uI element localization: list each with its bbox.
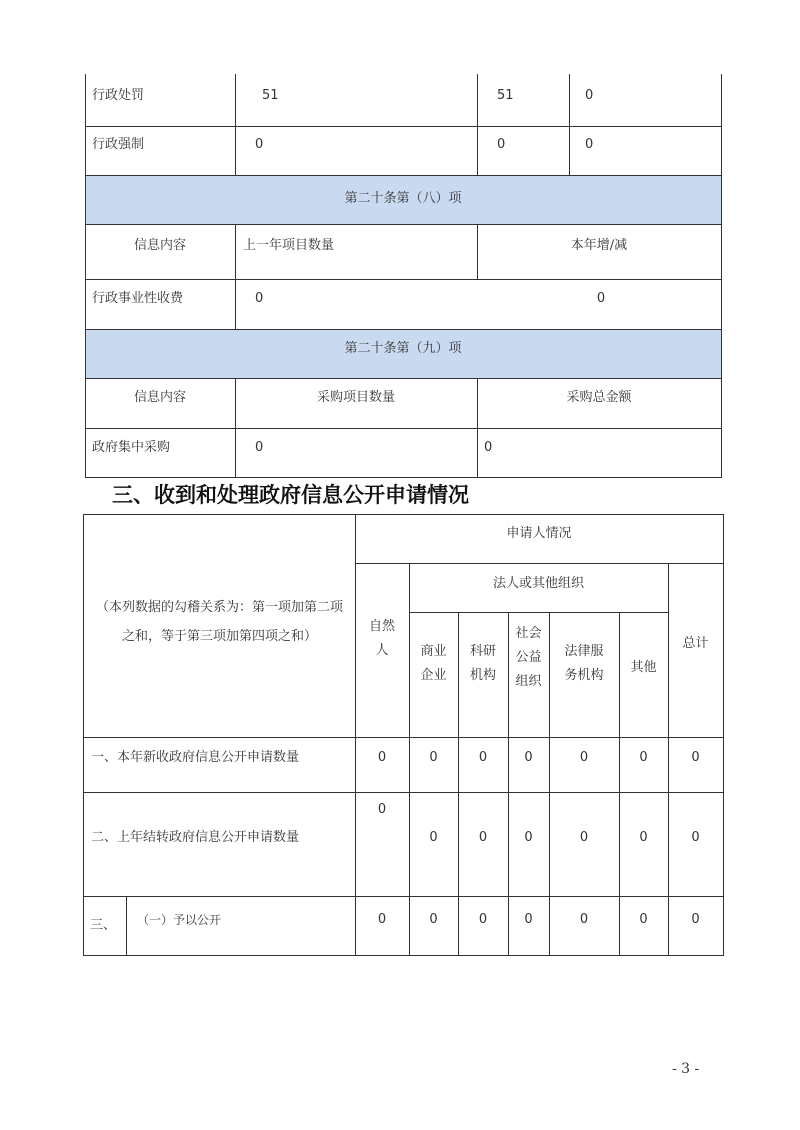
penalty-value-3: 0 [585, 88, 594, 103]
row1-label: 一、本年新收政府信息公开申请数量 [91, 750, 300, 765]
total-header: 总计 [682, 636, 709, 651]
row3-total: 0 [691, 912, 700, 927]
section8-value-2: 0 [596, 291, 606, 306]
section9-value-1: 0 [255, 440, 264, 455]
row1-commercial: 0 [429, 750, 438, 765]
social-welfare-org-header: 社会 公益 组织 [515, 626, 542, 689]
enforcement-value-2: 0 [497, 137, 506, 152]
penalty-value-2: 51 [497, 88, 514, 103]
row3-social: 0 [524, 912, 533, 927]
section9-value-2: 0 [484, 440, 493, 455]
commercial-enterprise-header: 商业 企业 [420, 644, 447, 683]
enforcement-value-1: 0 [255, 137, 264, 152]
row2-legal: 0 [579, 830, 589, 845]
research-institution-header: 科研 机构 [469, 644, 496, 683]
row2-social: 0 [524, 830, 533, 845]
section9-row-label: 政府集中采购 [92, 440, 171, 455]
page-number: - 3 - [672, 1061, 700, 1077]
row2-research: 0 [478, 830, 488, 845]
row1-natural: 0 [377, 750, 387, 765]
row2-total: 0 [691, 830, 700, 845]
section8-value-1: 0 [255, 291, 264, 306]
consistency-note-line1: （本列数据的勾稽关系为：第一项加第二项 [95, 600, 343, 615]
row3-commercial: 0 [429, 912, 438, 927]
row1-other: 0 [639, 750, 648, 765]
row2-natural: 0 [377, 802, 387, 817]
row1-social: 0 [524, 750, 533, 765]
section3-heading: 三、收到和处理政府信息公开申请情况 [112, 483, 469, 507]
row1-total: 0 [691, 750, 700, 765]
legal-service-org-header: 法律服 务机构 [564, 644, 604, 683]
section8-row-label: 行政事业性收费 [92, 291, 184, 306]
consistency-note-line2: 之和，等于第三项加第四项之和） [121, 629, 317, 644]
row3-natural: 0 [377, 912, 387, 927]
applicant-header: 申请人情况 [506, 526, 572, 541]
row3-label: 三、 [90, 918, 117, 933]
section9-header-count: 采购项目数量 [316, 390, 395, 405]
section8-header-prev: 上一年项目数量 [243, 238, 335, 253]
section8-header-change: 本年增/减 [570, 238, 628, 253]
row1-research: 0 [478, 750, 488, 765]
penalty-value-1: 51 [262, 88, 279, 103]
row1-legal: 0 [579, 750, 589, 765]
section9-title: 第二十条第（九）项 [344, 341, 462, 356]
natural-person-header: 自然 人 [368, 619, 395, 658]
other-org-header: 其他 [630, 660, 657, 675]
row3-other: 0 [639, 912, 648, 927]
row2-commercial: 0 [429, 830, 438, 845]
section9-header-info: 信息内容 [133, 390, 186, 405]
section8-header-info: 信息内容 [133, 238, 186, 253]
row3-sublabel: （一）予以公开 [137, 913, 222, 927]
section9-header-amount: 采购总金额 [566, 390, 632, 405]
row2-label: 二、上年结转政府信息公开申请数量 [91, 830, 300, 845]
row-label-penalty: 行政处罚 [92, 88, 145, 103]
row2-other: 0 [639, 830, 648, 845]
row-label-enforcement: 行政强制 [92, 137, 145, 152]
legal-group-header: 法人或其他组织 [492, 576, 584, 591]
section8-title: 第二十条第（八）项 [344, 191, 462, 206]
enforcement-value-3: 0 [585, 137, 594, 152]
row3-legal: 0 [579, 912, 589, 927]
row3-research: 0 [478, 912, 488, 927]
